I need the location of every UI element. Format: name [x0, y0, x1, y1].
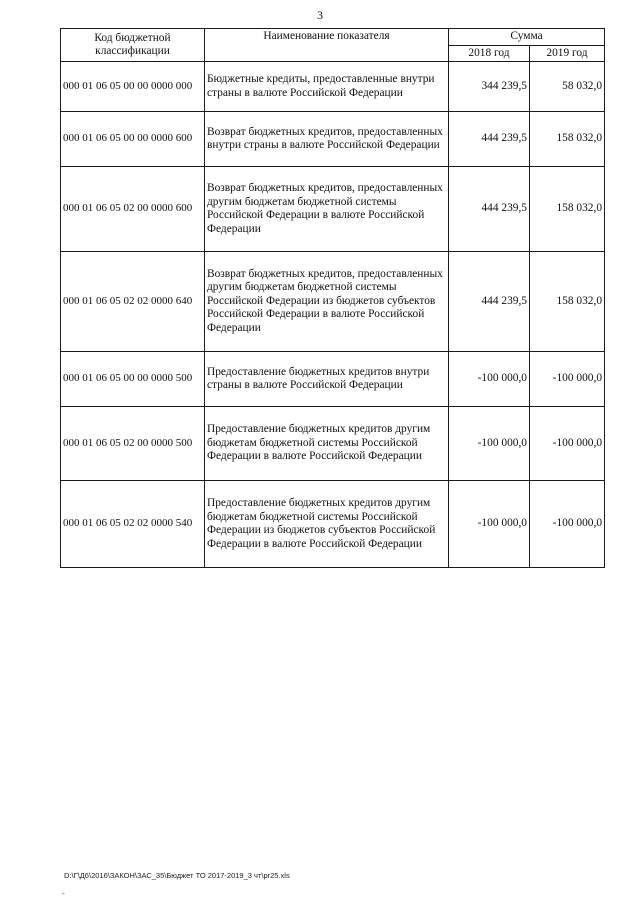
row-value-2019: 158 032,0 [530, 167, 605, 252]
row-value-2018: -100 000,0 [449, 352, 530, 407]
row-code: 000 01 06 05 02 00 0000 500 [61, 407, 205, 481]
row-value-2019: -100 000,0 [530, 481, 605, 568]
row-name: Возврат бюджетных кредитов, предоставленных другим бюджетам бюджетной системы Российской Федерации из бюджетов субъектов Российской Федерации в валюте Российской Федерации [205, 252, 449, 352]
row-code: 000 01 06 05 02 02 0000 640 [61, 252, 205, 352]
row-value-2018: 344 239,5 [449, 62, 530, 112]
row-name: Предоставление бюджетных кредитов другим бюджетам бюджетной системы Российской Федерации в валюте Российской Федерации [205, 407, 449, 481]
row-value-2019: 158 032,0 [530, 112, 605, 167]
row-value-2018: 444 239,5 [449, 112, 530, 167]
table-row [61, 112, 605, 167]
header-sum: Сумма [449, 29, 605, 46]
row-name: Предоставление бюджетных кредитов другим бюджетам бюджетной системы Российской Федерации из бюджетов субъектов Российской Федерации в валюте Российской Федерации [205, 481, 449, 568]
row-value-2019: -100 000,0 [530, 352, 605, 407]
row-code: 000 01 06 05 00 00 0000 000 [61, 62, 205, 112]
row-value-2018: 444 239,5 [449, 252, 530, 352]
header-year-2019: 2019 год [530, 45, 605, 62]
footer-file-path: D:\Г\Д6\2016\ЗАКОН\ЗАС_35\Бюджет ТО 2017-2019_3 чт\pr25.xls [64, 871, 290, 880]
row-code: 000 01 06 05 00 00 0000 600 [61, 112, 205, 167]
row-name: Бюджетные кредиты, предоставленные внутри страны в валюте Российской Федерации [205, 62, 449, 112]
row-value-2018: 444 239,5 [449, 167, 530, 252]
row-value-2018: -100 000,0 [449, 481, 530, 568]
table-row [61, 481, 605, 568]
header-code: Код бюджетной классификации [61, 29, 205, 62]
table-header [61, 29, 605, 62]
row-value-2019: -100 000,0 [530, 407, 605, 481]
table-row [61, 62, 605, 112]
row-name: Возврат бюджетных кредитов, предоставленных внутри страны в валюте Российской Федерации [205, 112, 449, 167]
row-value-2019: 58 032,0 [530, 62, 605, 112]
row-value-2018: -100 000,0 [449, 407, 530, 481]
row-name: Возврат бюджетных кредитов, предоставленных другим бюджетам бюджетной системы Российской Федерации в валюте Российской Федерации [205, 167, 449, 252]
row-code: 000 01 06 05 02 02 0000 540 [61, 481, 205, 568]
page-number: 3 [317, 8, 323, 22]
budget-credits-table [60, 28, 605, 568]
header-name: Наименование показателя [205, 29, 449, 62]
table-row [61, 352, 605, 407]
row-code: 000 01 06 05 02 00 0000 600 [61, 167, 205, 252]
header-year-2018: 2018 год [449, 45, 530, 62]
row-name: Предоставление бюджетных кредитов внутри страны в валюте Российской Федерации [205, 352, 449, 407]
table-row [61, 167, 605, 252]
row-code: 000 01 06 05 00 00 0000 500 [61, 352, 205, 407]
footer-mark: - [62, 889, 65, 898]
table-row [61, 407, 605, 481]
table-row [61, 252, 605, 352]
row-value-2019: 158 032,0 [530, 252, 605, 352]
